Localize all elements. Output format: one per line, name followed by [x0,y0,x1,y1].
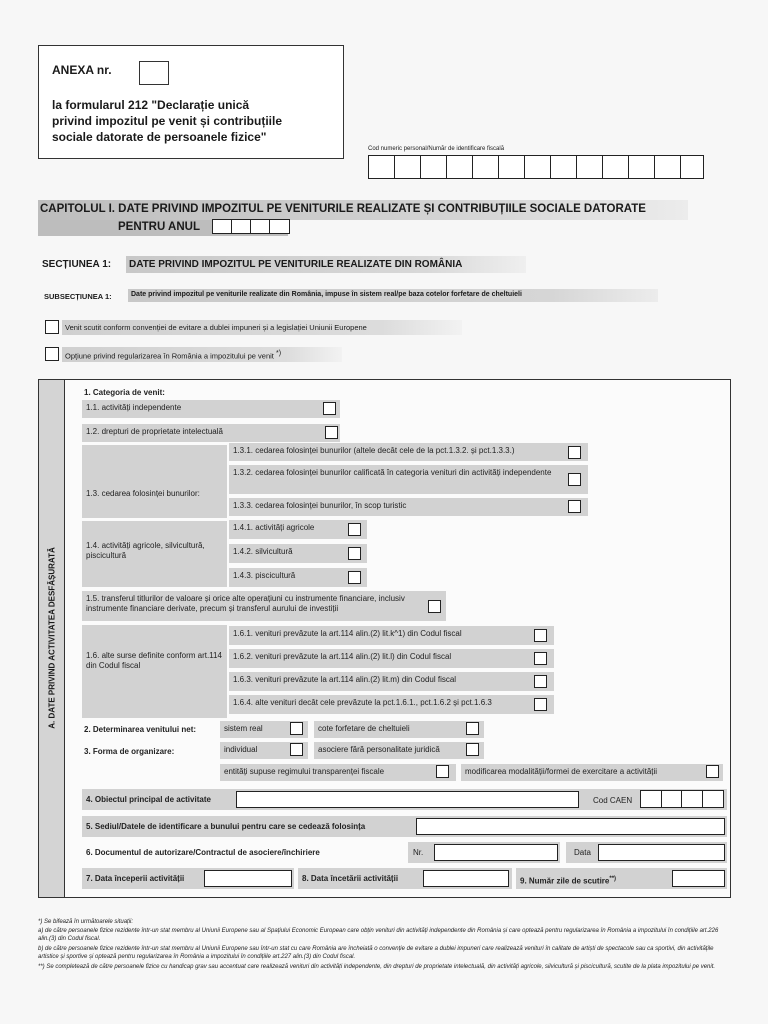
subsection-title-bar [128,289,658,302]
section-label: SECȚIUNEA 1: [42,259,112,270]
chapter-title: CAPITOLUL I. DATE PRIVIND IMPOZITUL PE VENITURILE REALIZATE ȘI CONTRIBUȚIILE SOCIALE DATORATE [40,203,646,215]
organization-title: 3. Forma de organizare: [84,747,175,756]
year-input[interactable] [212,219,290,234]
section-a-side [39,380,65,897]
exempt-days-input[interactable] [672,870,725,887]
end-date-input[interactable] [423,870,509,887]
cat-1-3-2-checkbox[interactable] [568,473,581,486]
org-transparency-checkbox[interactable] [436,765,449,778]
cat-1-4-2-label: 1.4.2. silvicultură [229,544,367,563]
doc-date-input[interactable] [598,844,725,861]
doc-nr-label: Nr. [413,848,424,857]
exempt-days-text: 9. Număr zile de scutire [520,876,610,886]
regularize-checkbox[interactable] [45,347,59,361]
regularize-label [65,350,281,361]
org-association-label: asociere fără personalitate juridică [314,742,484,759]
cat-1-6-4-checkbox[interactable] [534,698,547,711]
regularize-footnote-mark: *) [275,350,282,357]
section-title-bar [126,256,526,273]
cat-1-4-3-label: 1.4.3. piscicultură [229,568,367,587]
section-title: DATE PRIVIND IMPOZITUL PE VENITURILE REALIZATE DIN ROMÂNIA [129,259,463,270]
net-real-label: sistem real [220,721,308,738]
exempt-checkbox[interactable] [45,320,59,334]
annex-subtitle-3: sociale datorate de persoanele fizice" [52,130,267,144]
annex-subtitle-2: privind impozitul pe venit și contribuțiile [52,114,283,128]
cat-1-4-3-checkbox[interactable] [348,571,361,584]
doc-nr-input[interactable] [434,844,558,861]
footnote-a: a) de către persoanele fizice rezidente într-un stat membru al Uniunii Europene sau al Spațiului Economic European care obțin venituri din activități independente din România și care optează pentru regularizarea în România a impozitului în condițiile art.226 alin.(3) din Codul fiscal. [38,928,719,942]
annex-box [38,45,344,159]
cat-1-4-1-label: 1.4.1. activități agricole [229,520,367,539]
cat-1-5-label: 1.5. transferul titlurilor de valoare și orice alte operațiuni cu instrumente financiare, inclusiv instrumente financiare derivate, precum și transferul aurului de investiții [82,591,446,621]
cat-1-4-2-checkbox[interactable] [348,547,361,560]
start-date-label: 7. Data începerii activității [86,874,185,883]
cat-1-6-2-label: 1.6.2. venituri prevăzute la art.114 alin.(2) lit.l) din Codul fiscal [229,649,554,668]
cat-1-1-label: 1.1. activități independente [82,400,340,418]
annex-title: ANEXA nr. [52,63,112,77]
cat-1-6-3-checkbox[interactable] [534,675,547,688]
cat-1-1-checkbox[interactable] [323,402,336,415]
cat-1-6-3-label: 1.6.3. venituri prevăzute la art.114 alin.(2) lit.m) din Codul fiscal [229,672,554,691]
seat-label: 5. Sediul/Datele de identificare a bunului pentru care se cedează folosința [86,822,366,831]
net-income-title: 2. Determinarea venitului net: [84,725,197,734]
cat-1-3-1-checkbox[interactable] [568,446,581,459]
caen-input[interactable] [640,790,724,808]
regularize-text: Opțiune privind regularizarea în România a impozitului pe venit [65,351,274,361]
cat-1-4-label: 1.4. activități agricole, silvicultură, piscicultură [82,521,227,587]
annex-number-input[interactable] [139,61,169,85]
chapter-title-bar [38,200,688,220]
org-association-checkbox[interactable] [466,743,479,756]
cnp-input[interactable] [368,155,704,179]
cat-1-3-2-label: 1.3.2. cedarea folosinței bunurilor calificată în categoria venituri din activități independente [229,465,588,494]
regularize-bar [62,347,342,362]
doc-date-label: Data [574,848,591,857]
net-real-checkbox[interactable] [290,722,303,735]
cat-1-6-label: 1.6. alte surse definite conform art.114 din Codul fiscal [82,625,227,718]
seat-input[interactable] [416,818,725,835]
end-date-label: 8. Data încetării activității [302,874,399,883]
org-change-label: modificarea modalității/formei de exercitare a activității [461,764,723,781]
chapter-year-label: PENTRU ANUL [118,221,200,233]
cat-1-6-2-checkbox[interactable] [534,652,547,665]
cat-1-2-label: 1.2. drepturi de proprietate intelectuală [82,424,340,442]
cat-1-2-checkbox[interactable] [325,426,338,439]
exempt-bar [62,320,462,335]
section-a-side-label: A. DATE PRIVIND ACTIVITATEA DESFĂȘURATĂ [47,547,57,729]
cat-1-3-1-label: 1.3.1. cedarea folosinței bunurilor (altele decât cele de la pct.1.3.2. și pct.1.3.3.) [229,443,588,461]
cnp-label: Cod numeric personal/Număr de identificare fiscală [368,146,505,152]
main-activity-label: 4. Obiectul principal de activitate [86,795,211,804]
exempt-days-label [520,874,616,887]
authorization-doc-label: 6. Documentul de autorizare/Contractul de asociere/închiriere [86,848,320,857]
footnote-b: b) de către persoanele fizice rezidente într-un stat membru al Uniunii Europene sau într-un stat cu care România are încheiată o convenție de evitare a dublei impuneri care realizează venituri în calitate de artiști de spectacole sau ca sportivi, din activitățile artistice și sportive și optează pentru regularizarea în România a impozitului în condițiile art.227 alin.(3) din Codul fiscal. [38,946,714,960]
subsection-label: SUBSECȚIUNEA 1: [44,292,112,301]
start-date-input[interactable] [204,870,292,887]
subsection-title: Date privind impozitul pe veniturile realizate din România, impuse în sistem real/pe baza cotelor forfetare de cheltuieli [131,291,522,298]
org-transparency-label: entități supuse regimului transparenței fiscale [220,764,456,781]
net-flat-label: cote forfetare de cheltuieli [314,721,484,738]
footnote-intro: *) Se bifează în următoarele situații: [38,919,134,925]
category-title: 1. Categoria de venit: [84,388,165,397]
footnote-double-star: **) Se completează de către persoanele fizice cu handicap grav sau accentuat care realizează venituri din activități independente, din drepturi de proprietate intelectuală, din activități agricole, silvicultură și piscicultură, scutite de la plata impozitului pe venit. [38,964,716,970]
cat-1-5-checkbox[interactable] [428,600,441,613]
net-flat-checkbox[interactable] [466,722,479,735]
cat-1-3-3-checkbox[interactable] [568,500,581,513]
org-individual-label: individual [220,742,308,759]
cat-1-6-4-label: 1.6.4. alte venituri decât cele prevăzute la pct.1.6.1., pct.1.6.2 și pct.1.6.3 [229,695,554,714]
exempt-label: Venit scutit conform convenției de evitare a dublei impuneri și a legislației Uniunii Europene [65,323,367,332]
org-change-checkbox[interactable] [706,765,719,778]
cat-1-6-1-label: 1.6.1. venituri prevăzute la art.114 alin.(2) lit.k^1) din Codul fiscal [229,626,554,645]
cat-1-4-1-checkbox[interactable] [348,523,361,536]
cat-1-6-1-checkbox[interactable] [534,629,547,642]
annex-subtitle-1: la formularul 212 "Declarație unică [52,98,250,112]
caen-label: Cod CAEN [593,796,633,805]
main-activity-input[interactable] [236,791,579,808]
org-individual-checkbox[interactable] [290,743,303,756]
exempt-days-footnote-mark: **) [609,876,617,882]
cat-1-3-label: 1.3. cedarea folosinței bunurilor: [82,445,227,518]
cat-1-3-3-label: 1.3.3. cedarea folosinței bunurilor, în scop turistic [229,498,588,516]
